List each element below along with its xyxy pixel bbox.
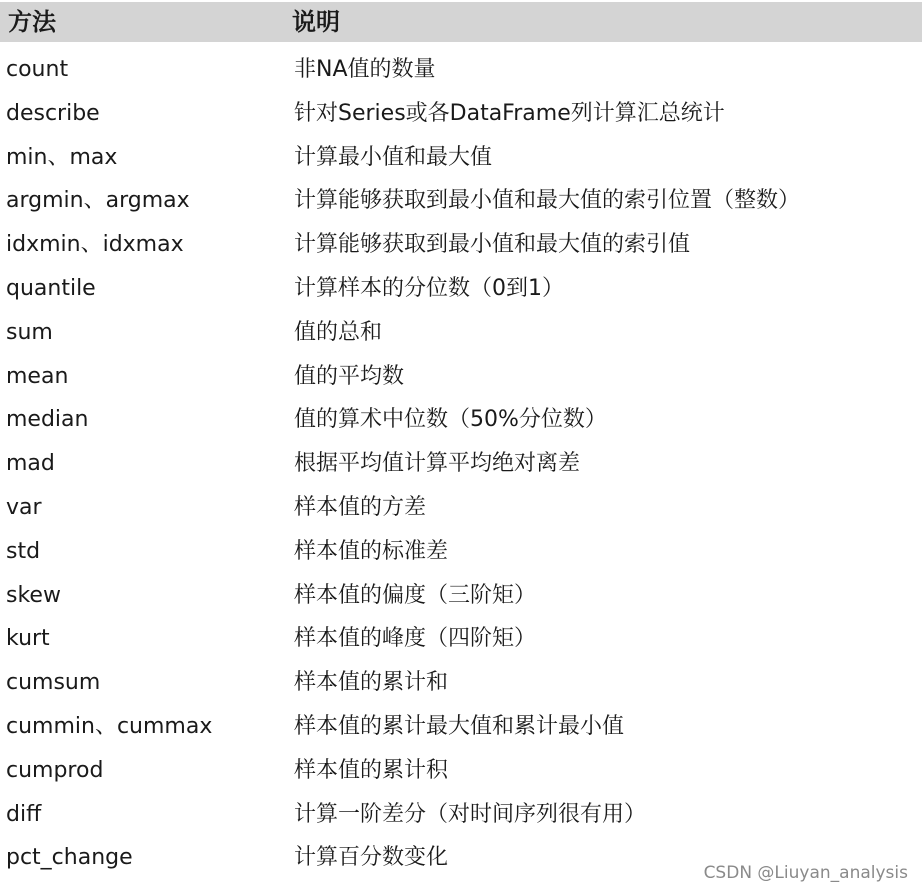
- description-cell: 样本值的累计和: [294, 670, 449, 696]
- table-row: [0, 486, 922, 530]
- table-row: [0, 793, 922, 837]
- table-row: [0, 749, 922, 793]
- csdn-watermark: CSDN @Liuyan_analysis: [703, 863, 908, 883]
- method-cell: kurt: [6, 626, 50, 652]
- method-cell: median: [6, 407, 89, 433]
- description-cell: 针对Series或各DataFrame列计算汇总统计: [294, 100, 725, 126]
- description-cell: 计算样本的分位数（0到1）: [294, 276, 564, 301]
- method-cell: skew: [6, 582, 61, 608]
- method-cell: cumprod: [6, 757, 104, 783]
- description-cell: 非NA值的数量: [294, 57, 436, 82]
- description-cell: 计算百分数变化: [294, 845, 449, 871]
- description-cell: 计算一阶差分（对时间序列很有用）: [294, 801, 647, 827]
- method-cell: mad: [6, 451, 55, 477]
- table-row: [0, 223, 922, 267]
- table-row: [0, 179, 922, 223]
- method-cell: sum: [6, 319, 53, 345]
- method-cell: mean: [6, 363, 69, 389]
- description-cell: 值的总和: [294, 319, 383, 345]
- description-cell: 计算能够获取到最小值和最大值的索引位置（整数）: [294, 188, 801, 214]
- table-row: [0, 48, 922, 92]
- method-cell: var: [6, 495, 42, 520]
- method-cell: quantile: [6, 276, 96, 301]
- description-cell: 计算能够获取到最小值和最大值的索引值: [294, 232, 691, 258]
- method-cell: min、max: [6, 144, 118, 170]
- method-cell: std: [6, 538, 41, 564]
- description-cell: 样本值的方差: [294, 495, 427, 520]
- description-cell: 根据平均值计算平均绝对离差: [294, 451, 581, 477]
- description-cell: 样本值的标准差: [294, 538, 449, 564]
- table-row: [0, 136, 922, 180]
- method-cell: argmin、argmax: [6, 188, 190, 214]
- table-row: [0, 574, 922, 618]
- table-row: [0, 311, 922, 355]
- method-cell: describe: [6, 100, 100, 126]
- description-cell: 样本值的累计积: [294, 757, 449, 783]
- table-row: [0, 92, 922, 136]
- header-method: 方法: [8, 8, 56, 36]
- method-cell: count: [6, 57, 69, 82]
- table-row: [0, 661, 922, 705]
- description-cell: 值的算术中位数（50%分位数）: [294, 407, 607, 433]
- method-cell: cumsum: [6, 670, 101, 696]
- table-row: [0, 267, 922, 311]
- method-cell: diff: [6, 801, 42, 827]
- table-row: [0, 398, 922, 442]
- method-cell: pct_change: [6, 845, 133, 871]
- table-row: [0, 617, 922, 661]
- header-description: 说明: [292, 8, 340, 36]
- method-cell: cummin、cummax: [6, 714, 213, 739]
- table-row: [0, 442, 922, 486]
- table-row: [0, 355, 922, 399]
- description-cell: 样本值的峰度（四阶矩）: [294, 626, 537, 652]
- table-row: [0, 705, 922, 749]
- description-cell: 样本值的偏度（三阶矩）: [294, 582, 537, 608]
- table-row: [0, 530, 922, 574]
- description-cell: 计算最小值和最大值: [294, 144, 493, 170]
- description-cell: 样本值的累计最大值和累计最小值: [294, 714, 625, 739]
- table-header-row: [0, 2, 922, 42]
- method-cell: idxmin、idxmax: [6, 232, 184, 258]
- description-cell: 值的平均数: [294, 363, 405, 389]
